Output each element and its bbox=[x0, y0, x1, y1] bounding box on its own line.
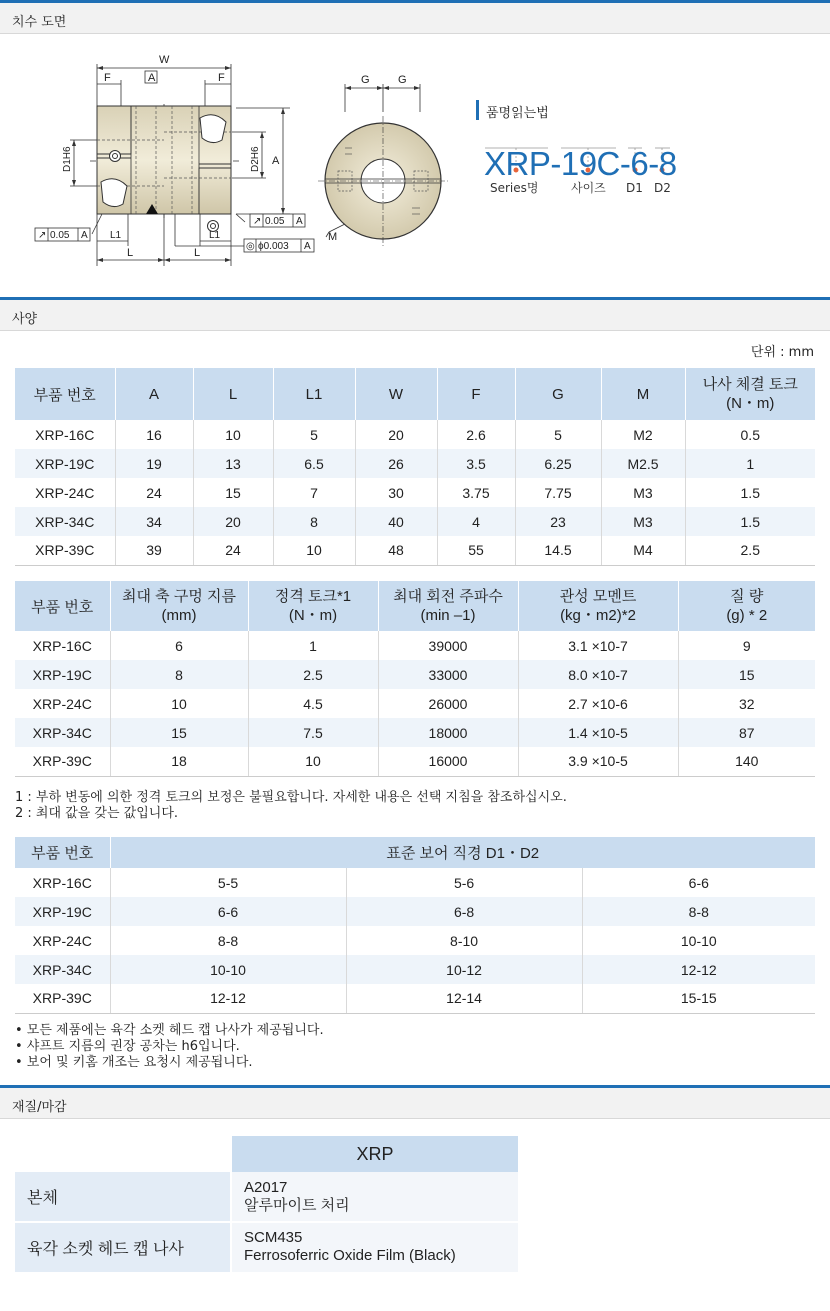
table-cell: M3 bbox=[601, 507, 685, 536]
naming-title: 품명읽는법 bbox=[486, 106, 549, 121]
header-g: G bbox=[515, 368, 601, 420]
table-row bbox=[15, 747, 815, 776]
table-cell: 15 bbox=[110, 718, 248, 747]
concentricity-icon: ◎ bbox=[246, 241, 255, 252]
table-cell: 6 bbox=[110, 631, 248, 660]
table-cell: 13 bbox=[193, 449, 273, 478]
table-cell: 40 bbox=[355, 507, 437, 536]
table-cell: M2 bbox=[601, 420, 685, 449]
label-l-left: L bbox=[127, 247, 134, 259]
material-value-line2: Ferrosoferric Oxide Film (Black) bbox=[244, 1247, 456, 1265]
table-row bbox=[15, 478, 815, 507]
table-cell: 6.5 bbox=[273, 449, 355, 478]
table-cell: 18 bbox=[110, 747, 248, 776]
section-title: 재질/마감 bbox=[12, 1100, 67, 1115]
naming-part-series: Series명 bbox=[490, 181, 539, 195]
table-cell: 48 bbox=[355, 536, 437, 565]
table-cell: 10-10 bbox=[582, 926, 815, 955]
table-cell: 55 bbox=[437, 536, 515, 565]
note-line: 1 : 부하 변동에 의한 정격 토크의 보정은 불필요합니다. 자세한 내용은 선택 지침을 참조하십시오. bbox=[15, 790, 567, 805]
material-row-value bbox=[231, 1172, 518, 1222]
cell-part-number: XRP-39C bbox=[15, 536, 115, 565]
spec-table-performance bbox=[15, 581, 815, 777]
table-cell: 4.5 bbox=[248, 689, 378, 718]
table-cell: 6.25 bbox=[515, 449, 601, 478]
section-header-material bbox=[0, 1085, 830, 1119]
table-cell: 15-15 bbox=[582, 984, 815, 1013]
header-part-number: 부품 번호 bbox=[15, 837, 110, 868]
table-cell: 10-10 bbox=[110, 955, 346, 984]
table-cell: 2.5 bbox=[685, 536, 815, 565]
runout-icon: ↗ bbox=[38, 230, 47, 241]
header-bore-diameter: 표준 보어 직경 D1・D2 bbox=[110, 837, 815, 868]
cell-part-number: XRP-39C bbox=[15, 984, 110, 1013]
naming-accent-bar bbox=[476, 100, 479, 120]
table-cell: 34 bbox=[115, 507, 193, 536]
section-header-dimension bbox=[0, 0, 830, 34]
material-table bbox=[15, 1136, 518, 1273]
table-cell: 87 bbox=[678, 718, 815, 747]
table-cell: 24 bbox=[115, 478, 193, 507]
label-g-right: G bbox=[398, 74, 407, 86]
table-cell: 14.5 bbox=[515, 536, 601, 565]
table-row bbox=[15, 420, 815, 449]
material-row-value bbox=[231, 1222, 518, 1272]
cell-part-number: XRP-19C bbox=[15, 660, 110, 689]
table-cell: M3 bbox=[601, 478, 685, 507]
table-cell: 26 bbox=[355, 449, 437, 478]
header-part-number: 부품 번호 bbox=[15, 368, 115, 420]
header-max-bore: 최대 축 구멍 지름 (mm) bbox=[110, 581, 248, 631]
label-l-right: L bbox=[194, 247, 201, 259]
table-cell: 26000 bbox=[378, 689, 518, 718]
table-cell: 10 bbox=[110, 689, 248, 718]
table-cell: 20 bbox=[355, 420, 437, 449]
table-cell: 8-10 bbox=[346, 926, 582, 955]
table-cell: 140 bbox=[678, 747, 815, 776]
header-torque: 나사 체결 토크 (N・m) bbox=[685, 368, 815, 420]
cell-part-number: XRP-24C bbox=[15, 926, 110, 955]
table-cell: 15 bbox=[193, 478, 273, 507]
table-cell: 3.9 ×10-5 bbox=[518, 747, 678, 776]
section-header-spec bbox=[0, 297, 830, 331]
table-cell: 2.5 bbox=[248, 660, 378, 689]
table-cell: 10 bbox=[248, 747, 378, 776]
table-cell: 33000 bbox=[378, 660, 518, 689]
table-cell: 39000 bbox=[378, 631, 518, 660]
datum-bottom: A bbox=[304, 241, 311, 252]
cell-part-number: XRP-34C bbox=[15, 955, 110, 984]
table-row bbox=[15, 868, 815, 897]
table-cell: 2.6 bbox=[437, 420, 515, 449]
material-row-label: 육각 소켓 헤드 캡 나사 bbox=[15, 1222, 231, 1272]
label-f-left: F bbox=[104, 72, 111, 84]
table-cell: 12-12 bbox=[110, 984, 346, 1013]
table-cell: 0.5 bbox=[685, 420, 815, 449]
header-mass: 질 량 (g) * 2 bbox=[678, 581, 815, 631]
concentricity-value: ϕ0.003 bbox=[258, 241, 289, 252]
table-cell: 7.75 bbox=[515, 478, 601, 507]
table-cell: M2.5 bbox=[601, 449, 685, 478]
cell-part-number: XRP-24C bbox=[15, 689, 110, 718]
datum-left: A bbox=[81, 230, 88, 241]
material-value-line1: SCM435 bbox=[244, 1229, 303, 1247]
table-cell: 8.0 ×10-7 bbox=[518, 660, 678, 689]
header-w: W bbox=[355, 368, 437, 420]
table-row bbox=[15, 631, 815, 660]
table-row bbox=[15, 926, 815, 955]
table-cell: 32 bbox=[678, 689, 815, 718]
cell-part-number: XRP-34C bbox=[15, 718, 110, 747]
table-row bbox=[15, 897, 815, 926]
table-row bbox=[15, 718, 815, 747]
table-cell: 1 bbox=[248, 631, 378, 660]
notes-spec bbox=[15, 790, 567, 822]
table-row bbox=[15, 955, 815, 984]
table-cell: 5 bbox=[515, 420, 601, 449]
header-l: L bbox=[193, 368, 273, 420]
unit-label: 단위 : mm bbox=[750, 345, 814, 360]
cell-part-number: XRP-19C bbox=[15, 897, 110, 926]
coupling-front-view bbox=[318, 116, 448, 246]
table-cell: 18000 bbox=[378, 718, 518, 747]
table-cell: 8-8 bbox=[582, 897, 815, 926]
table-cell: 3.5 bbox=[437, 449, 515, 478]
table-cell: 16000 bbox=[378, 747, 518, 776]
material-value-line2: 알루마이트 처리 bbox=[244, 1196, 350, 1214]
table-cell: 19 bbox=[115, 449, 193, 478]
table-cell: 10 bbox=[273, 536, 355, 565]
table-cell: 10-12 bbox=[346, 955, 582, 984]
note-line: • 샤프트 지름의 권장 공차는 h6입니다. bbox=[15, 1039, 240, 1054]
header-xrp: XRP bbox=[231, 1136, 518, 1172]
naming-part-d2: D2 bbox=[654, 181, 671, 195]
spec-table-dimensions bbox=[15, 368, 815, 566]
table-cell: 39 bbox=[115, 536, 193, 565]
section-title: 치수 도면 bbox=[12, 15, 67, 30]
note-line: • 보어 및 키홈 개조는 요청시 제공됩니다. bbox=[15, 1055, 253, 1070]
label-w: W bbox=[159, 54, 170, 66]
table-cell: 2.7 ×10-6 bbox=[518, 689, 678, 718]
note-line: 2 : 최대 값을 갖는 값입니다. bbox=[15, 806, 179, 821]
table-cell: 9 bbox=[678, 631, 815, 660]
header-rated-torque: 정격 토크*1 (N・m) bbox=[248, 581, 378, 631]
bore-diameter-table bbox=[15, 837, 815, 1014]
table-cell: 8 bbox=[273, 507, 355, 536]
cell-part-number: XRP-24C bbox=[15, 478, 115, 507]
table-cell: 7.5 bbox=[248, 718, 378, 747]
label-d2: D2H6 bbox=[250, 146, 261, 172]
table-cell: 20 bbox=[193, 507, 273, 536]
table-row bbox=[15, 984, 815, 1013]
table-row bbox=[15, 449, 815, 478]
datum-label-top: A bbox=[148, 72, 156, 84]
table-cell: 1.4 ×10-5 bbox=[518, 718, 678, 747]
table-cell: 3.1 ×10-7 bbox=[518, 631, 678, 660]
label-a: A bbox=[272, 155, 280, 167]
table-cell: 30 bbox=[355, 478, 437, 507]
table-cell: 8-8 bbox=[110, 926, 346, 955]
table-cell: 6-6 bbox=[110, 897, 346, 926]
table-cell: M4 bbox=[601, 536, 685, 565]
label-f-right: F bbox=[218, 72, 225, 84]
table-cell: 23 bbox=[515, 507, 601, 536]
runout-value-left: 0.05 bbox=[50, 230, 70, 241]
material-row-label: 본체 bbox=[15, 1172, 231, 1222]
table-cell: 5 bbox=[273, 420, 355, 449]
table-cell: 12-12 bbox=[582, 955, 815, 984]
notes-bore bbox=[15, 1023, 324, 1071]
header-max-rpm: 최대 회전 주파수 (min –1) bbox=[378, 581, 518, 631]
coupling-side-view bbox=[97, 106, 231, 232]
runout-icon: ↗ bbox=[253, 216, 262, 227]
table-cell: 3.75 bbox=[437, 478, 515, 507]
section-title: 사양 bbox=[12, 312, 38, 327]
header-m: M bbox=[601, 368, 685, 420]
table-cell: 24 bbox=[193, 536, 273, 565]
note-line: • 모든 제품에는 육각 소켓 헤드 캡 나사가 제공됩니다. bbox=[15, 1023, 324, 1038]
table-row bbox=[15, 536, 815, 565]
label-l1-right: L1 bbox=[209, 230, 221, 241]
naming-part-size: 사이즈 bbox=[571, 181, 606, 195]
cell-part-number: XRP-16C bbox=[15, 868, 110, 897]
dimension-diagram bbox=[0, 36, 830, 298]
cell-part-number: XRP-16C bbox=[15, 631, 110, 660]
material-value-line1: A2017 bbox=[244, 1178, 288, 1196]
cell-part-number: XRP-16C bbox=[15, 420, 115, 449]
header-inertia: 관성 모멘트 (kg・m2)*2 bbox=[518, 581, 678, 631]
runout-value-right: 0.05 bbox=[265, 216, 285, 227]
cell-part-number: XRP-19C bbox=[15, 449, 115, 478]
header-a: A bbox=[115, 368, 193, 420]
label-d1: D1H6 bbox=[62, 146, 73, 172]
table-row bbox=[15, 660, 815, 689]
naming-code: XRP-19C-6-8 bbox=[484, 145, 677, 182]
table-cell: 4 bbox=[437, 507, 515, 536]
cell-part-number: XRP-39C bbox=[15, 747, 110, 776]
table-cell: 7 bbox=[273, 478, 355, 507]
cell-part-number: XRP-34C bbox=[15, 507, 115, 536]
table-row bbox=[15, 507, 815, 536]
header-f: F bbox=[437, 368, 515, 420]
header-part-number: 부품 번호 bbox=[15, 581, 110, 631]
table-cell: 1.5 bbox=[685, 478, 815, 507]
label-g-left: G bbox=[361, 74, 370, 86]
naming-part-d1: D1 bbox=[626, 181, 643, 195]
table-cell: 10 bbox=[193, 420, 273, 449]
header-l1: L1 bbox=[273, 368, 355, 420]
table-cell: 1 bbox=[685, 449, 815, 478]
table-cell: 5-6 bbox=[346, 868, 582, 897]
table-cell: 8 bbox=[110, 660, 248, 689]
table-row bbox=[15, 689, 815, 718]
table-cell: 1.5 bbox=[685, 507, 815, 536]
table-cell: 5-5 bbox=[110, 868, 346, 897]
table-cell: 6-6 bbox=[582, 868, 815, 897]
table-cell: 12-14 bbox=[346, 984, 582, 1013]
label-l1-left: L1 bbox=[110, 230, 122, 241]
label-m: M bbox=[328, 231, 338, 243]
datum-right: A bbox=[296, 216, 303, 227]
table-cell: 6-8 bbox=[346, 897, 582, 926]
table-cell: 16 bbox=[115, 420, 193, 449]
table-cell: 15 bbox=[678, 660, 815, 689]
